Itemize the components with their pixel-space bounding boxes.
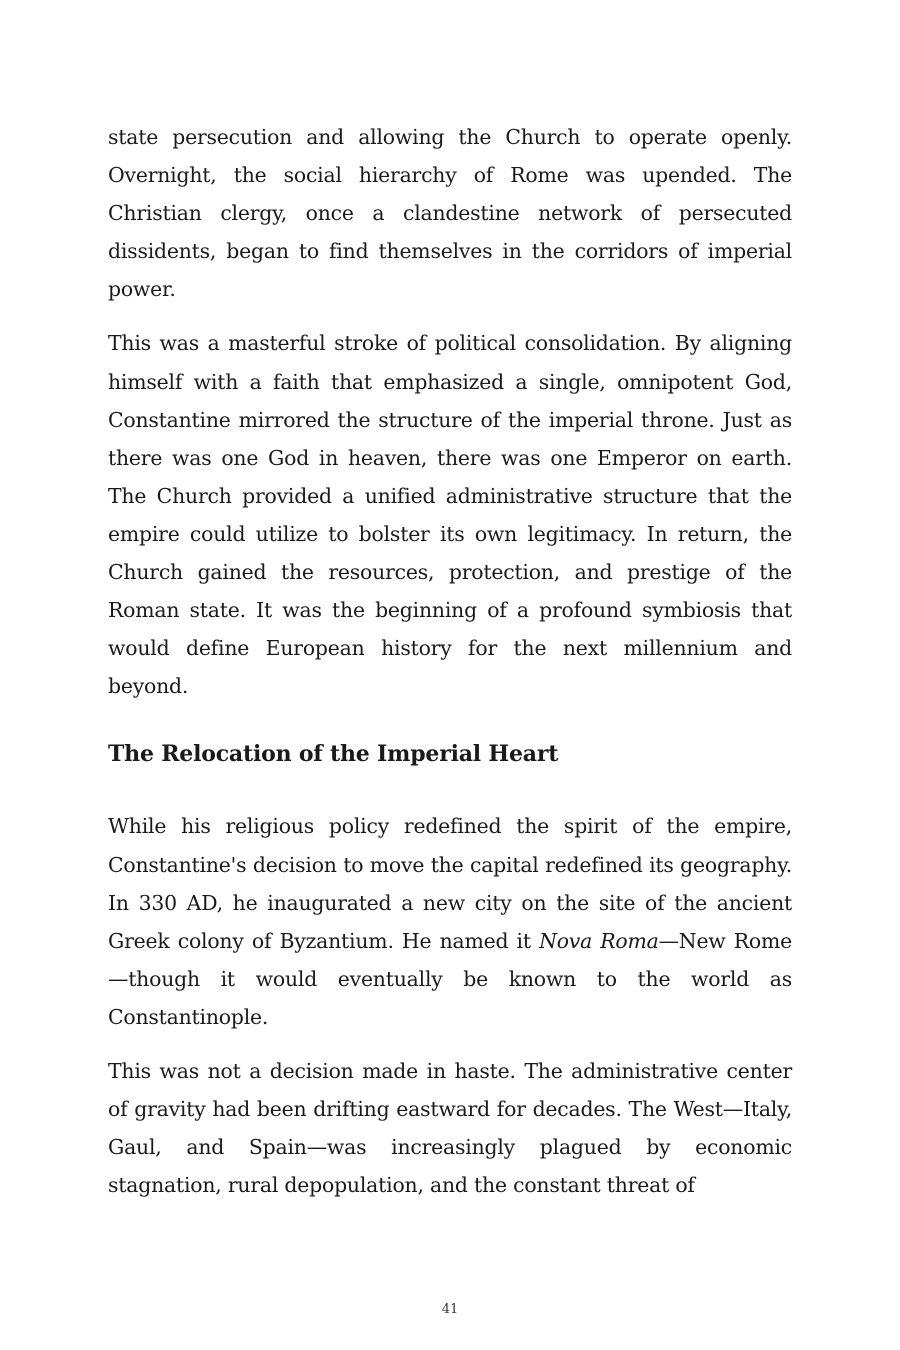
page-number: 41 <box>441 1302 459 1317</box>
nova-roma-italic: Nova Roma <box>539 928 659 953</box>
paragraph-1: state persecution and allowing the Church to operate openly. Overnight, the social hierarchy of Rome was upended. The Christian clergy, once a clandestine network of persecuted dissidents, began to find themselves in the corridors of imperial power. <box>108 125 792 302</box>
section-heading: The Relocation of the Imperial Heart <box>108 741 559 768</box>
paragraph-4: This was not a decision made in haste. The administrative center of gravity had been drifting eastward for decades. The West—Italy, Gaul, and Spain—was increasingly plagued by economic stagnation, rural depopulation, and the constant threat of <box>108 1058 792 1198</box>
paragraph-3-text-a: While his religious policy redefined the spirit of the empire, Constantine's decision to move the capital redefined its geography. In 330 AD, he inaugurated a new city on the site of the ancient Greek colony of Byzantium. He named it <box>108 814 792 953</box>
page-body <box>108 118 792 1204</box>
paragraph-2: This was a masterful stroke of political consolidation. By aligning himself with a faith that emphasized a single, omnipotent God, Constantine mirrored the structure of the imperial throne. Just as there was one God in heaven, there was one Emperor on earth. The Church provided a unified administrative structure that the empire could utilize to bolster its own legitimacy. In return, the Church gained the resources, protection, and prestige of the Roman state. It was the beginning of a profound symbiosis that would define European history for the next millennium and beyond. <box>108 331 792 699</box>
paragraph-3 <box>108 807 792 1036</box>
paragraph-3-text-b: —New Rome—though it would eventually be known to the world as Constantinople. <box>108 928 793 1029</box>
